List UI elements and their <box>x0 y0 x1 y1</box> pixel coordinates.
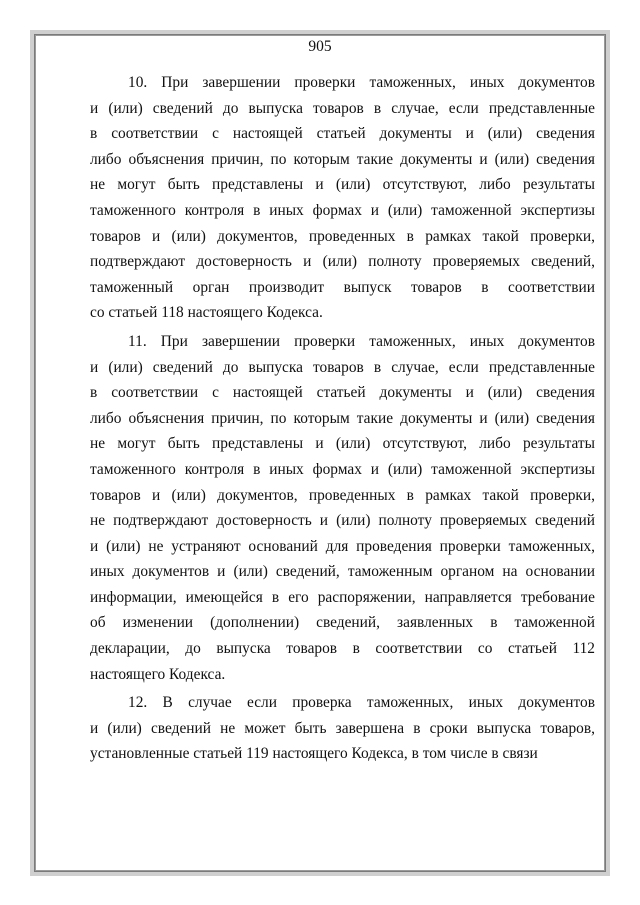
text-line: декларации, до выпуска товаров в соответствии со статьей 112 <box>90 640 595 658</box>
text-line: таможенного контроля в иных формах и (или) таможенной экспертизы <box>90 460 595 478</box>
text-line: со статьей 118 настоящего Кодекса. <box>90 304 323 322</box>
text-line: установленные статьей 119 настоящего Кодекса, в том числе в связи <box>90 745 538 763</box>
text-line: либо объяснения причин, по которым такие документы и (или) сведения <box>90 409 595 427</box>
text-line: товаров и (или) документов, проведенных в рамках такой проверки, <box>90 486 595 504</box>
text-line: иных документов и (или) сведений, таможенным органом на основании <box>90 563 595 581</box>
text-line: товаров и (или) документов, проведенных в рамках такой проверки, <box>90 227 595 245</box>
text-line: и (или) сведений до выпуска товаров в случае, если представленные <box>90 358 595 376</box>
text-line: 10. При завершении проверки таможенных, иных документов <box>128 74 595 91</box>
text-line: не могут быть представлены и (или) отсутствуют, либо результаты <box>90 176 595 194</box>
text-line: и (или) не устраняют оснований для проведения проверки таможенных, <box>90 537 595 555</box>
text-line: не могут быть представлены и (или) отсутствуют, либо результаты <box>90 435 595 453</box>
text-line: настоящего Кодекса. <box>90 665 226 683</box>
page-number: 905 <box>308 38 332 55</box>
text-line: либо объяснения причин, по которым такие документы и (или) сведения <box>90 150 595 168</box>
text-line: в соответствии с настоящей статьей документы и (или) сведения <box>90 125 595 143</box>
paragraph-11 <box>90 329 595 687</box>
text-line: подтверждают достоверность и (или) полноту проверяемых сведений, <box>90 253 595 271</box>
text-line: и (или) сведений до выпуска товаров в случае, если представленные <box>90 99 595 117</box>
text-line: об изменении (дополнении) сведений, заявленных в таможенной <box>90 614 595 632</box>
text-line: 12. В случае если проверка таможенных, иных документов <box>128 694 595 712</box>
text-line: 11. При завершении проверки таможенных, иных документов <box>128 332 595 350</box>
text-line: таможенного контроля в иных формах и (или) таможенной экспертизы <box>90 201 595 219</box>
text-line: таможенный орган производит выпуск товаров в соответствии <box>90 278 595 296</box>
paragraph-12 <box>90 690 595 767</box>
document-body <box>90 70 595 767</box>
text-line: информации, имеющейся в его распоряжении, направляется требование <box>90 588 595 606</box>
text-line: в соответствии с настоящей статьей документы и (или) сведения <box>90 384 595 402</box>
text-line: и (или) сведений не может быть завершена в сроки выпуска товаров, <box>90 719 595 737</box>
paragraph-10 <box>90 70 595 326</box>
text-line: не подтверждают достоверность и (или) полноту проверяемых сведений <box>90 512 595 530</box>
